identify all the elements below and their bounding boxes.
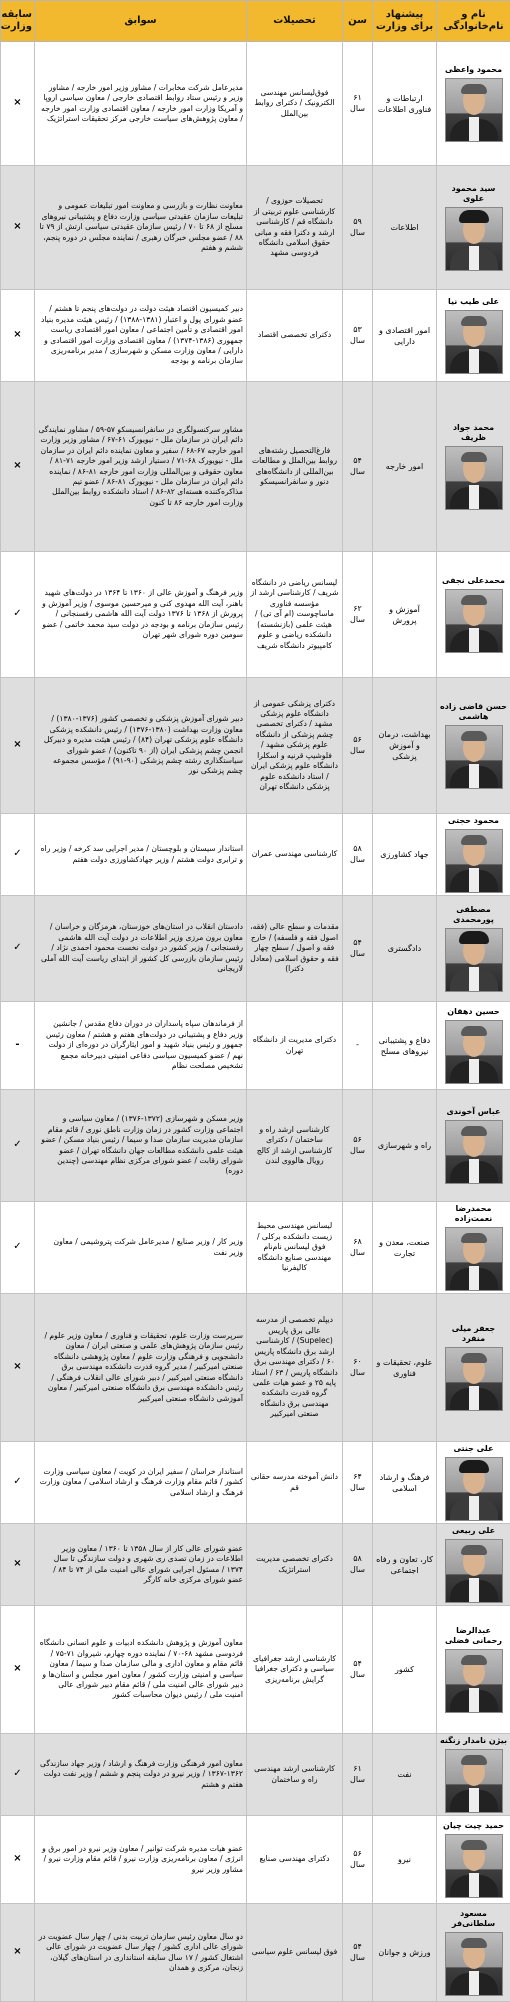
cell-background: معاونت نظارت و بازرسی و معاونت امور تبلیغات عمومی و تبلیغات سازمان عقیدتی سیاسی وزارت دفاع و پشتیبانی نیروهای مسلح از ۶۸ تا ۷۰ / رئیس سازمان عقیدتی سیاسی ارتش از ۷۹ تا ۸۸ / عضو مجلس خبرگان رهبری / نماینده مجلس در دوره پنجم، ششم و هفتم — [35, 166, 247, 290]
table-row — [1, 42, 510, 166]
table-row — [1, 166, 510, 290]
cell-age: ۶۴ سال — [343, 1442, 373, 1524]
cell-ministry: فرهنگ و ارشاد اسلامی — [373, 1442, 437, 1524]
cell-age: ۶۸ سال — [343, 1202, 373, 1294]
table-row — [1, 1002, 510, 1090]
cell-education: فوق‌لیسانس مهندسی الکترونیک / دکترای روابط بین‌الملل — [247, 42, 343, 166]
cell-background: مشاور سرکنسولگری در سانفرانسیسکو ۵۷-۵۹ / مشاور نمایندگی دائم ایران در سازمان ملل - نیویورک ۶۱-۶۷ / مشاور وزیر وزارت امور خارجه ۶۷-۶۸ / سفیر و معاون نماینده دائم ایران در سازمان ملل - نیویورک ۶۸-۷۱ / دستیار ارشد وزیر امور خارجه ۷۱-۸۱ / معاون حقوقی و بین‌المللی وزارت امور خارجه ۸۱-۸۶ / نماینده دائم ایران در سازمان ملل - نیویورک ۸۱-۸۶ / عضو تیم مذاکره‌کننده هسته‌ای ۸۲-۸۶ / استاد دانشکده روابط بین‌الملل وزارت امور خارجه ۸۶ تا کنون — [35, 382, 247, 552]
header-education: تحصیلات — [247, 1, 343, 42]
minister-name: محمدعلی نجفی — [440, 576, 507, 586]
table-row — [1, 814, 510, 896]
minister-name: علی ربیعی — [440, 1526, 507, 1536]
minister-photo — [445, 1834, 503, 1898]
minister-name: محمود واعظی — [440, 65, 507, 75]
table-row — [1, 1442, 510, 1524]
cell-background: وزیر مسکن و شهرسازی (۱۳۷۲-۱۳۷۶) / معاون سیاسی و اجتماعی وزارت کشور در زمان وزارت ناطق نوری / قائم مقام سازمان مدیریت سازمان صدا و سیما / رئیس بنیاد مسکن / عضو هیئت علمی دانشکده مطالعات جهان دانشگاه تهران / عضو شورای رقابت / عضو شورای مرکزی نظام مهندسی (چندین دوره) — [35, 1090, 247, 1202]
cell-name — [437, 290, 510, 382]
cell-background: استاندار سیستان و بلوچستان / مدیر اجرایی سد کرخه / وزیر راه و ترابری دولت هشتم / وزیر جهادکشاورزی دولت هفتم — [35, 814, 247, 896]
minister-photo — [445, 1749, 503, 1813]
header-age: سن — [343, 1, 373, 42]
cell-background: عضو شورای عالی کار از سال ۱۳۵۸ تا ۱۳۶۰ / معاون وزیر اطلاعات در زمان تصدی ری شهری و دولت سازندگی تا سال ۱۳۷۴ / مسئول اجرایی شورای عالی امنیت ملی از ۷۴ تا ۸۴ / عضو شورای مرکزی خانه کارگر — [35, 1524, 247, 1606]
cell-education: دیپلم تخصصی از مدرسه عالی برق پاریس (Supelec) / کارشناسی ارشد برق دانشگاه پاریس ۶۰ / دکترای مهندسی برق دانشگاه پاریس / ۶۳ / استاد پایه ۲۵ و عضو هیات علمی گروه قدرت دانشکده مهندسی برق دانشگاه صنعتی امیرکبیر — [247, 1294, 343, 1442]
cell-prior-mark: ✓ — [1, 1734, 35, 1816]
cell-name — [437, 166, 510, 290]
cell-prior-mark: × — [1, 678, 35, 814]
cell-name — [437, 1734, 510, 1816]
cell-name — [437, 42, 510, 166]
cell-background: دبیر کمیسیون اقتصاد هیئت دولت در دولت‌های پنجم تا هشتم / عضو شورای پول و اعتبار (۱۳۸۱-۱۳۸۸) / رئیس هیئت مدیره بنیاد امور اقتصادی و تأمین اجتماعی / معاون امور اقتصادی ریاست جمهوری (۱۳۸۶-۱۳۷۴) / معاون اقتصادی وزارت امور اقتصادی و دارایی / معاون وزارت مسکن و شهرسازی / مدیر برنامه‌ریزی سازمان برنامه و بودجه — [35, 290, 247, 382]
table-row — [1, 1294, 510, 1442]
cell-name — [437, 1904, 510, 2002]
cell-education: مقدمات و سطح عالی (فقه، اصول فقه و فلسفه) / خارج فقه و اصول / سطح چهار فقه و حقوق اسلامی (معادل دکترا) — [247, 896, 343, 1002]
cell-education: دکترای مهندسی صنایع — [247, 1816, 343, 1904]
cell-ministry: ارتباطات و فناوری اطلاعات — [373, 42, 437, 166]
cell-ministry: نفت — [373, 1734, 437, 1816]
cell-prior-mark: × — [1, 166, 35, 290]
table-row — [1, 552, 510, 678]
cell-name — [437, 1202, 510, 1294]
cell-prior-mark: - — [1, 1002, 35, 1090]
cell-background: از فرماندهان سپاه پاسداران در دوران دفاع مقدس / جانشین وزیر دفاع و پشتیبانی در دولت‌های هفتم و هشتم / معاون رئیس جمهور و رئیس بنیاد شهید و امور ایثارگران در دوره‌ای از دولت نهم / عضو کمیسیون سیاسی دفاعی امنیتی دبیرخانه مجمع تشخیص مصلحت نظام — [35, 1002, 247, 1090]
cell-prior-mark: ✓ — [1, 1442, 35, 1524]
cell-education: فارغ‌التحصیل رشته‌های روابط بین‌الملل و مطالعات بین‌المللی از دانشگاه‌های دنور و سانفرانسیسکو — [247, 382, 343, 552]
cell-education: دکترای تخصصی اقتصاد — [247, 290, 343, 382]
cell-ministry: کشور — [373, 1606, 437, 1734]
cell-ministry: جهاد کشاورزی — [373, 814, 437, 896]
cell-age: ۵۴ سال — [343, 896, 373, 1002]
table-row — [1, 1202, 510, 1294]
cell-age: ۵۹ سال — [343, 166, 373, 290]
cell-education: دکترای مدیریت از دانشگاه تهران — [247, 1002, 343, 1090]
table-row — [1, 896, 510, 1002]
cell-age: ۵۸ سال — [343, 1524, 373, 1606]
minister-name: عبدالرضا رحمانی فضلی — [440, 1626, 507, 1646]
cell-prior-mark: × — [1, 290, 35, 382]
cell-name — [437, 1294, 510, 1442]
minister-name: علی طیب نیا — [440, 297, 507, 307]
cell-age: ۶۲ سال — [343, 552, 373, 678]
minister-name: سید محمود علوی — [440, 184, 507, 204]
cell-education: کارشناسی ارشد جغرافیای سیاسی و دکترای جغرافیا گرایش برنامه‌ریزی — [247, 1606, 343, 1734]
minister-name: محمود حجتی — [440, 816, 507, 826]
cell-education: فوق لیسانس علوم سیاسی — [247, 1904, 343, 2002]
cell-prior-mark: ✓ — [1, 1202, 35, 1294]
cell-age: ۵۴ سال — [343, 382, 373, 552]
cell-name — [437, 1606, 510, 1734]
cell-background: استاندار خراسان / سفیر ایران در کویت / معاون سیاسی وزارت کشور / قائم مقام وزارت فرهنگ و ارشاد اسلامی / معاون وزارت فرهنگ و ارشاد اسلامی — [35, 1442, 247, 1524]
cell-name — [437, 1442, 510, 1524]
minister-photo — [445, 1347, 503, 1411]
minister-name: حسین دهقان — [440, 1007, 507, 1017]
cell-ministry: اطلاعات — [373, 166, 437, 290]
minister-photo — [445, 1120, 503, 1184]
cell-ministry: ورزش و جوانان — [373, 1904, 437, 2002]
cell-ministry: امور خارجه — [373, 382, 437, 552]
minister-name: جعفر میلی منفرد — [440, 1324, 507, 1344]
minister-name: مصطفی پورمحمدی — [440, 905, 507, 925]
cell-prior-mark: × — [1, 1606, 35, 1734]
cell-ministry: علوم، تحقیقات و فناوری — [373, 1294, 437, 1442]
minister-photo — [445, 1227, 503, 1291]
cell-background: وزیر فرهنگ و آموزش عالی از ۱۳۶۰ تا ۱۳۶۴ در دولت‌های شهید باهنر، آیت الله مهدوی کنی و میرحسین موسوی / وزیر آموزش و پرورش از ۱۳۶۸ تا ۱۳۷۶ دولت آیت الله هاشمی رفسنجانی / رئیس سازمان برنامه و بودجه در دولت سید محمد خاتمی / عضو سومین دوره شورای شهر تهران — [35, 552, 247, 678]
table-row — [1, 1904, 510, 2002]
minister-photo — [445, 725, 503, 789]
minister-photo — [445, 1020, 503, 1084]
cell-education: دانش آموخته مدرسه حقانی قم — [247, 1442, 343, 1524]
minister-photo — [445, 1932, 503, 1996]
cell-prior-mark: ✓ — [1, 896, 35, 1002]
cell-prior-mark: ✓ — [1, 1090, 35, 1202]
cell-age: ۵۶ سال — [343, 1090, 373, 1202]
table-row — [1, 678, 510, 814]
cell-name — [437, 678, 510, 814]
table-row — [1, 290, 510, 382]
cell-education: لیسانس مهندسی محیط زیست دانشکده برکلی / فوق لیسانس نام‌نام مهندسی صنایع دانشگاه کالیفرنیا — [247, 1202, 343, 1294]
cell-age: ۵۶ سال — [343, 1816, 373, 1904]
cell-name — [437, 814, 510, 896]
minister-photo — [445, 1649, 503, 1713]
minister-photo — [445, 78, 503, 142]
minister-name: حمید چیت چیان — [440, 1821, 507, 1831]
cell-name — [437, 1816, 510, 1904]
cell-background: سرپرست وزارت علوم، تحقیقات و فناوری / معاون وزیر علوم / رئیس سازمان پژوهش‌های علمی و صنعتی ایران / معاون دانشجویی و فرهنگی وزارت علوم / معاون پژوهشی دانشگاه صنعتی امیرکبیر / مدیر گروه قدرت دانشکده مهندسی برق دانشگاه صنعتی امیرکبیر / دبیر شورای عالی انقلاب فرهنگی / رئیس دانشکده مهندسی برق دانشگاه صنعتی امیرکبیر / معاون آموزشی دانشگاه صنعتی امیرکبیر — [35, 1294, 247, 1442]
cell-age: ۵۴ سال — [343, 1904, 373, 2002]
cell-background: عضو هیات مدیره شرکت توانیر / معاون وزیر نیرو در امور برق و انرژی / معاون برنامه‌ریزی وزارت نیرو / قائم مقام وزارت نیرو / مشاور وزیر نیرو — [35, 1816, 247, 1904]
cell-age: ۵۴ سال — [343, 1606, 373, 1734]
header-background: سوابق — [35, 1, 247, 42]
cell-background: دو سال معاون رئیس سازمان تربیت بدنی / چهار سال عضویت در شورای عالی اداری کشور / چهار سال عضویت در شورای عالی اشتغال کشور / ۱۷ سال سابقه استانداری در استان‌های گیلان، زنجان، مرکزی و همدان — [35, 1904, 247, 2002]
cell-background: مدیرعامل شرکت مخابرات / مشاور وزیر امور خارجه / مشاور وزیر و رئیس ستاد روابط اقتصادی خارجی / معاون سیاسی اروپا و آمریکا وزارت امور خارجه / معاون اقتصادی وزارت امور خارجه / معاون پژوهش‌های سیاست خارجی مرکز تحقیقات استراتژیک — [35, 42, 247, 166]
cell-prior-mark: × — [1, 1294, 35, 1442]
minister-photo — [445, 1457, 503, 1521]
minister-photo — [445, 310, 503, 374]
cell-education: تحصیلات حوزوی / کارشناسی علوم تربیتی از دانشگاه قم / کارشناسی ارشد و دکترا فقه و مبانی حقوق اسلامی دانشگاه فردوسی مشهد — [247, 166, 343, 290]
cell-age: ۵۶ سال — [343, 678, 373, 814]
cell-background: وزیر کار / وزیر صنایع / مدیرعامل شرکت پتروشیمی / معاون وزیر نفت — [35, 1202, 247, 1294]
minister-photo — [445, 207, 503, 271]
header-name: نام و نام‌خانوادگی — [437, 1, 510, 42]
cell-education: دکترای پزشکی عمومی از دانشگاه علوم پزشکی مشهد / دکترای تخصصی چشم پزشکی از دانشگاه علوم پزشکی مشهد / فلوشیپ قرنیه و اسکلرا دانشگاه علوم پزشکی ایران / استاد دانشکده علوم پزشکی دانشگاه تهران — [247, 678, 343, 814]
minister-name: بیژن نامدار زنگنه — [440, 1736, 507, 1746]
minister-photo — [445, 446, 503, 510]
cell-education: لیسانس ریاضی در دانشگاه شریف / کارشناسی ارشد از مؤسسه فناوری ماساچوست (ام آی تی) / هیئت علمی (بازنشسته) دانشکده ریاضی و علوم کامپیوتر دانشگاه شریف — [247, 552, 343, 678]
cell-ministry: راه و شهرسازی — [373, 1090, 437, 1202]
cell-name — [437, 382, 510, 552]
cell-background: معاون امور فرهنگی وزارت فرهنگ و ارشاد / وزیر جهاد سازندگی ۱۳۶۲-۱۳۶۷ / وزیر نیرو در دولت پنجم و ششم / وزیر نفت دولت هفتم و هشتم — [35, 1734, 247, 1816]
cell-ministry: بهداشت، درمان و آموزش پزشکی — [373, 678, 437, 814]
cell-name — [437, 1002, 510, 1090]
minister-name: مسعود سلطانی‌فر — [440, 1909, 507, 1929]
minister-photo — [445, 928, 503, 992]
minister-name: علی جنتی — [440, 1444, 507, 1454]
cell-background: دبیر شورای آموزش پزشکی و تخصصی کشور (۱۳۷۶-۱۳۸۰) / معاون وزارت بهداشت (۱۳۸۰-۱۳۷۶) / رئیس دانشکده پزشکی دانشگاه علوم پزشکی تهران (۸۴) / رئیس هیئت مدیره و دبیرکل انجمن چشم پزشکی ایران (از ۹۰ تاکنون) / عضو شورای سیاستگذاری رشته چشم پزشکی (۹۰-۹۱) / مؤسس مجموعه چشم پزشکی نور — [35, 678, 247, 814]
cell-prior-mark: ✓ — [1, 814, 35, 896]
cell-prior-mark: × — [1, 42, 35, 166]
header-ministry: پیشنهاد برای وزارت — [373, 1, 437, 42]
table-row — [1, 1090, 510, 1202]
cell-education: کارشناسی مهندسی عمران — [247, 814, 343, 896]
cell-prior-mark: ✓ — [1, 552, 35, 678]
cell-name — [437, 896, 510, 1002]
minister-name: محمدرضا نعمت‌زاده — [440, 1204, 507, 1224]
minister-photo — [445, 1539, 503, 1603]
table-row — [1, 1524, 510, 1606]
header-row — [1, 1, 510, 42]
cell-ministry: دفاع و پشتیبانی نیروهای مسلح — [373, 1002, 437, 1090]
minister-photo — [445, 829, 503, 893]
cell-prior-mark: × — [1, 1816, 35, 1904]
cell-ministry: نیرو — [373, 1816, 437, 1904]
cell-background: معاون آموزش و پژوهش دانشکده ادبیات و علوم انسانی دانشگاه فردوسی مشهد ۶۸-۷۰ / نماینده دوره چهارم، شیروان ۷۱-۷۵ / قائم مقام و معاون اداری و مالی سازمان صدا و سیما / معاون سیاسی و امنیتی وزارت کشور / معاون امور مجلس و استان‌ها و دبیر شورای عالی امنیت ملی / قائم مقام دبیر شورای عالی امنیت ملی / رئیس دیوان محاسبات کشور — [35, 1606, 247, 1734]
header-prior: سابقه وزارت — [1, 1, 35, 42]
cell-background: دادستان انقلاب در استان‌های خوزستان، هرمزگان و خراسان / معاون برون مرزی وزیر اطلاعات در دولت آیت الله هاشمی رفسنجانی / وزیر کشور در دولت نخست محمود احمدی نژاد / رئیس سازمان بازرسی کل کشور از ابتدای ریاست آیت الله آملی لاریجانی — [35, 896, 247, 1002]
cell-age: ۶۱ سال — [343, 1734, 373, 1816]
cell-education: دکترای تخصصی مدیریت استراتژیک — [247, 1524, 343, 1606]
cell-ministry: کار، تعاون و رفاه اجتماعی — [373, 1524, 437, 1606]
cell-prior-mark: × — [1, 382, 35, 552]
cell-name — [437, 1090, 510, 1202]
table-row — [1, 382, 510, 552]
cell-name — [437, 552, 510, 678]
cell-ministry: امور اقتصادی و دارایی — [373, 290, 437, 382]
minister-name: عباس آخوندی — [440, 1107, 507, 1117]
table-row — [1, 1606, 510, 1734]
cell-age: ۶۱ سال — [343, 42, 373, 166]
minister-photo — [445, 589, 503, 653]
minister-name: حسن قاضی زاده هاشمی — [440, 702, 507, 722]
cell-name — [437, 1524, 510, 1606]
cell-ministry: آموزش و پرورش — [373, 552, 437, 678]
table-row — [1, 1816, 510, 1904]
cell-ministry: صنعت، معدن و تجارت — [373, 1202, 437, 1294]
cell-age: ۵۳ سال — [343, 290, 373, 382]
minister-name: محمد جواد ظریف — [440, 423, 507, 443]
cell-prior-mark: × — [1, 1524, 35, 1606]
cell-ministry: دادگستری — [373, 896, 437, 1002]
table-body — [1, 42, 510, 2002]
cell-age: - — [343, 1002, 373, 1090]
cell-age: ۶۰ سال — [343, 1294, 373, 1442]
cell-education: کارشناسی ارشد مهندسی راه و ساختمان — [247, 1734, 343, 1816]
cell-education: کارشناسی ارشد راه و ساختمان / دکترای کارشناسی ارشد از کالج رویال هالووی لندن — [247, 1090, 343, 1202]
table-row — [1, 1734, 510, 1816]
cell-age: ۵۸ سال — [343, 814, 373, 896]
cell-prior-mark: × — [1, 1904, 35, 2002]
